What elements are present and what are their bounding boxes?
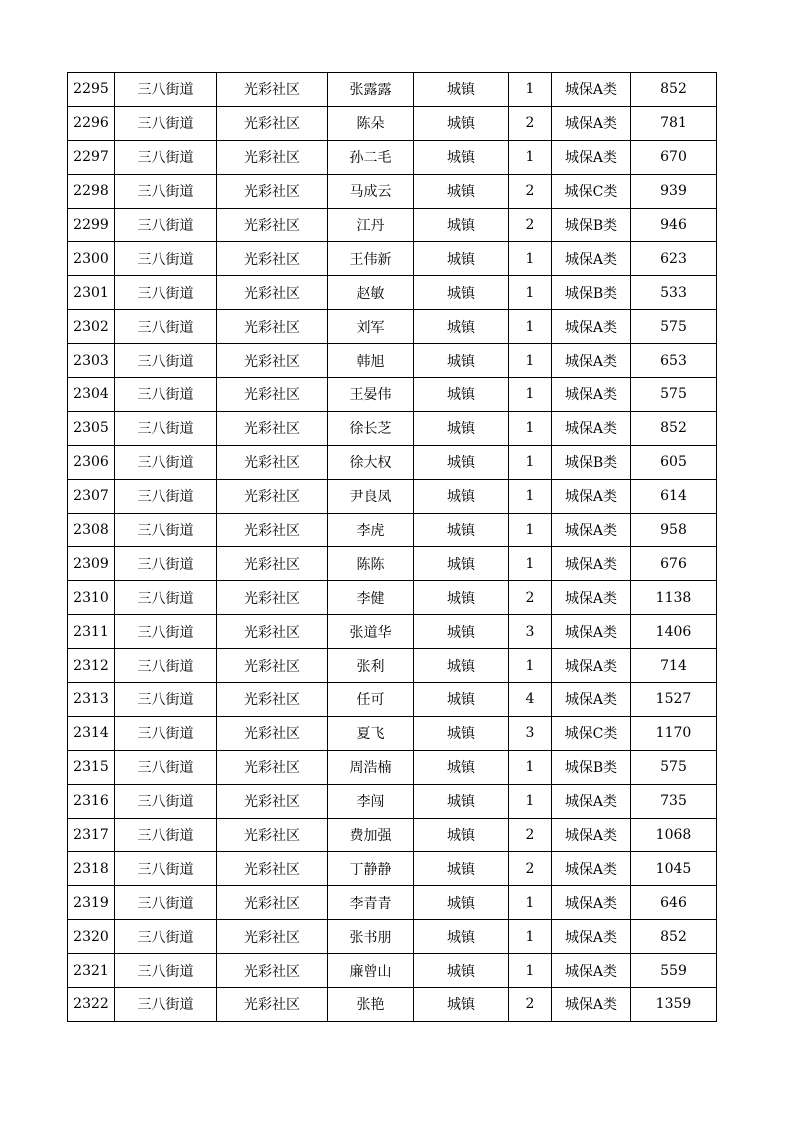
street-cell: 三八街道 — [115, 852, 217, 886]
table-row — [68, 479, 717, 513]
street-cell: 三八街道 — [115, 344, 217, 378]
residence-type-cell: 城镇 — [414, 988, 509, 1022]
table-row — [68, 716, 717, 750]
community-cell: 光彩社区 — [217, 954, 328, 988]
serial-number-cell: 2321 — [68, 954, 115, 988]
residence-type-cell: 城镇 — [414, 344, 509, 378]
table-row — [68, 920, 717, 954]
name-cell: 江丹 — [328, 208, 414, 242]
name-cell: 赵敏 — [328, 276, 414, 310]
household-size-cell: 1 — [509, 445, 552, 479]
table-row — [68, 988, 717, 1022]
serial-number-cell: 2310 — [68, 581, 115, 615]
street-cell: 三八街道 — [115, 886, 217, 920]
table-row — [68, 649, 717, 683]
community-cell: 光彩社区 — [217, 174, 328, 208]
residence-type-cell: 城镇 — [414, 920, 509, 954]
table-row — [68, 818, 717, 852]
residence-type-cell: 城镇 — [414, 547, 509, 581]
street-cell: 三八街道 — [115, 73, 217, 107]
street-cell: 三八街道 — [115, 581, 217, 615]
street-cell: 三八街道 — [115, 818, 217, 852]
amount-cell: 1527 — [631, 683, 717, 717]
name-cell: 夏飞 — [328, 716, 414, 750]
household-size-cell: 2 — [509, 988, 552, 1022]
household-size-cell: 1 — [509, 513, 552, 547]
residence-type-cell: 城镇 — [414, 106, 509, 140]
community-cell: 光彩社区 — [217, 750, 328, 784]
residence-type-cell: 城镇 — [414, 378, 509, 412]
serial-number-cell: 2315 — [68, 750, 115, 784]
category-cell: 城保B类 — [552, 445, 631, 479]
category-cell: 城保A类 — [552, 886, 631, 920]
category-cell: 城保C类 — [552, 174, 631, 208]
community-cell: 光彩社区 — [217, 411, 328, 445]
serial-number-cell: 2316 — [68, 784, 115, 818]
table-row — [68, 513, 717, 547]
category-cell: 城保B类 — [552, 750, 631, 784]
name-cell: 张道华 — [328, 615, 414, 649]
serial-number-cell: 2314 — [68, 716, 115, 750]
serial-number-cell: 2297 — [68, 140, 115, 174]
table-row — [68, 73, 717, 107]
table-row — [68, 750, 717, 784]
name-cell: 刘军 — [328, 310, 414, 344]
table-row — [68, 784, 717, 818]
amount-cell: 1068 — [631, 818, 717, 852]
table-row — [68, 106, 717, 140]
serial-number-cell: 2296 — [68, 106, 115, 140]
residence-type-cell: 城镇 — [414, 716, 509, 750]
community-cell: 光彩社区 — [217, 208, 328, 242]
category-cell: 城保A类 — [552, 784, 631, 818]
amount-cell: 646 — [631, 886, 717, 920]
amount-cell: 623 — [631, 242, 717, 276]
category-cell: 城保A类 — [552, 683, 631, 717]
table-row — [68, 445, 717, 479]
table-row — [68, 344, 717, 378]
amount-cell: 1045 — [631, 852, 717, 886]
amount-cell: 958 — [631, 513, 717, 547]
name-cell: 周浩楠 — [328, 750, 414, 784]
street-cell: 三八街道 — [115, 920, 217, 954]
category-cell: 城保A类 — [552, 140, 631, 174]
name-cell: 张书朋 — [328, 920, 414, 954]
community-cell: 光彩社区 — [217, 445, 328, 479]
street-cell: 三八街道 — [115, 784, 217, 818]
category-cell: 城保A类 — [552, 852, 631, 886]
category-cell: 城保A类 — [552, 547, 631, 581]
table-row — [68, 276, 717, 310]
amount-cell: 852 — [631, 920, 717, 954]
street-cell: 三八街道 — [115, 378, 217, 412]
residence-type-cell: 城镇 — [414, 310, 509, 344]
category-cell: 城保A类 — [552, 818, 631, 852]
household-size-cell: 1 — [509, 784, 552, 818]
street-cell: 三八街道 — [115, 615, 217, 649]
serial-number-cell: 2308 — [68, 513, 115, 547]
community-cell: 光彩社区 — [217, 649, 328, 683]
household-size-cell: 1 — [509, 378, 552, 412]
category-cell: 城保A类 — [552, 615, 631, 649]
community-cell: 光彩社区 — [217, 886, 328, 920]
household-size-cell: 1 — [509, 649, 552, 683]
table-row — [68, 683, 717, 717]
amount-cell: 852 — [631, 73, 717, 107]
community-cell: 光彩社区 — [217, 73, 328, 107]
community-cell: 光彩社区 — [217, 242, 328, 276]
serial-number-cell: 2307 — [68, 479, 115, 513]
name-cell: 韩旭 — [328, 344, 414, 378]
name-cell: 张露露 — [328, 73, 414, 107]
residence-type-cell: 城镇 — [414, 886, 509, 920]
name-cell: 廉曾山 — [328, 954, 414, 988]
table-row — [68, 886, 717, 920]
community-cell: 光彩社区 — [217, 581, 328, 615]
residence-type-cell: 城镇 — [414, 411, 509, 445]
household-size-cell: 1 — [509, 140, 552, 174]
table-row — [68, 581, 717, 615]
community-cell: 光彩社区 — [217, 378, 328, 412]
serial-number-cell: 2319 — [68, 886, 115, 920]
community-cell: 光彩社区 — [217, 140, 328, 174]
household-size-cell: 1 — [509, 920, 552, 954]
residence-type-cell: 城镇 — [414, 208, 509, 242]
street-cell: 三八街道 — [115, 411, 217, 445]
residence-type-cell: 城镇 — [414, 852, 509, 886]
table-row — [68, 242, 717, 276]
amount-cell: 1138 — [631, 581, 717, 615]
name-cell: 尹良凤 — [328, 479, 414, 513]
household-size-cell: 1 — [509, 73, 552, 107]
household-size-cell: 1 — [509, 886, 552, 920]
category-cell: 城保A类 — [552, 310, 631, 344]
community-cell: 光彩社区 — [217, 344, 328, 378]
residence-type-cell: 城镇 — [414, 242, 509, 276]
street-cell: 三八街道 — [115, 310, 217, 344]
serial-number-cell: 2303 — [68, 344, 115, 378]
household-size-cell: 1 — [509, 479, 552, 513]
name-cell: 陈朵 — [328, 106, 414, 140]
table-row — [68, 310, 717, 344]
category-cell: 城保A类 — [552, 106, 631, 140]
household-size-cell: 2 — [509, 818, 552, 852]
serial-number-cell: 2306 — [68, 445, 115, 479]
category-cell: 城保A类 — [552, 954, 631, 988]
category-cell: 城保A类 — [552, 344, 631, 378]
residence-type-cell: 城镇 — [414, 818, 509, 852]
community-cell: 光彩社区 — [217, 513, 328, 547]
household-size-cell: 1 — [509, 547, 552, 581]
category-cell: 城保A类 — [552, 378, 631, 412]
street-cell: 三八街道 — [115, 242, 217, 276]
table-row — [68, 174, 717, 208]
community-cell: 光彩社区 — [217, 479, 328, 513]
category-cell: 城保A类 — [552, 73, 631, 107]
street-cell: 三八街道 — [115, 547, 217, 581]
amount-cell: 781 — [631, 106, 717, 140]
serial-number-cell: 2305 — [68, 411, 115, 445]
table-row — [68, 615, 717, 649]
serial-number-cell: 2299 — [68, 208, 115, 242]
street-cell: 三八街道 — [115, 445, 217, 479]
household-size-cell: 1 — [509, 276, 552, 310]
residence-type-cell: 城镇 — [414, 649, 509, 683]
community-cell: 光彩社区 — [217, 988, 328, 1022]
table-row — [68, 411, 717, 445]
name-cell: 孙二毛 — [328, 140, 414, 174]
residence-type-cell: 城镇 — [414, 73, 509, 107]
name-cell: 张利 — [328, 649, 414, 683]
category-cell: 城保A类 — [552, 479, 631, 513]
street-cell: 三八街道 — [115, 140, 217, 174]
serial-number-cell: 2298 — [68, 174, 115, 208]
street-cell: 三八街道 — [115, 276, 217, 310]
amount-cell: 852 — [631, 411, 717, 445]
amount-cell: 533 — [631, 276, 717, 310]
household-size-cell: 4 — [509, 683, 552, 717]
residence-type-cell: 城镇 — [414, 581, 509, 615]
street-cell: 三八街道 — [115, 208, 217, 242]
household-size-cell: 1 — [509, 344, 552, 378]
category-cell: 城保A类 — [552, 411, 631, 445]
household-size-cell: 1 — [509, 750, 552, 784]
street-cell: 三八街道 — [115, 750, 217, 784]
residence-type-cell: 城镇 — [414, 750, 509, 784]
household-size-cell: 2 — [509, 106, 552, 140]
name-cell: 李青青 — [328, 886, 414, 920]
serial-number-cell: 2304 — [68, 378, 115, 412]
serial-number-cell: 2312 — [68, 649, 115, 683]
amount-cell: 946 — [631, 208, 717, 242]
residence-type-cell: 城镇 — [414, 174, 509, 208]
street-cell: 三八街道 — [115, 174, 217, 208]
street-cell: 三八街道 — [115, 954, 217, 988]
community-cell: 光彩社区 — [217, 716, 328, 750]
residence-type-cell: 城镇 — [414, 276, 509, 310]
community-cell: 光彩社区 — [217, 683, 328, 717]
community-cell: 光彩社区 — [217, 852, 328, 886]
street-cell: 三八街道 — [115, 683, 217, 717]
name-cell: 徐大权 — [328, 445, 414, 479]
street-cell: 三八街道 — [115, 649, 217, 683]
serial-number-cell: 2309 — [68, 547, 115, 581]
household-size-cell: 3 — [509, 716, 552, 750]
street-cell: 三八街道 — [115, 479, 217, 513]
name-cell: 陈陈 — [328, 547, 414, 581]
household-size-cell: 3 — [509, 615, 552, 649]
residence-type-cell: 城镇 — [414, 683, 509, 717]
street-cell: 三八街道 — [115, 106, 217, 140]
amount-cell: 575 — [631, 750, 717, 784]
name-cell: 马成云 — [328, 174, 414, 208]
residence-type-cell: 城镇 — [414, 479, 509, 513]
serial-number-cell: 2318 — [68, 852, 115, 886]
residence-type-cell: 城镇 — [414, 954, 509, 988]
serial-number-cell: 2320 — [68, 920, 115, 954]
name-cell: 李闯 — [328, 784, 414, 818]
category-cell: 城保B类 — [552, 208, 631, 242]
amount-cell: 559 — [631, 954, 717, 988]
amount-cell: 939 — [631, 174, 717, 208]
serial-number-cell: 2313 — [68, 683, 115, 717]
amount-cell: 676 — [631, 547, 717, 581]
amount-cell: 575 — [631, 310, 717, 344]
street-cell: 三八街道 — [115, 988, 217, 1022]
name-cell: 费加强 — [328, 818, 414, 852]
amount-cell: 1170 — [631, 716, 717, 750]
amount-cell: 614 — [631, 479, 717, 513]
name-cell: 任可 — [328, 683, 414, 717]
community-cell: 光彩社区 — [217, 818, 328, 852]
table-row — [68, 208, 717, 242]
beneficiary-table — [67, 72, 717, 1022]
name-cell: 张艳 — [328, 988, 414, 1022]
household-size-cell: 2 — [509, 852, 552, 886]
community-cell: 光彩社区 — [217, 310, 328, 344]
street-cell: 三八街道 — [115, 513, 217, 547]
amount-cell: 735 — [631, 784, 717, 818]
community-cell: 光彩社区 — [217, 547, 328, 581]
street-cell: 三八街道 — [115, 716, 217, 750]
category-cell: 城保B类 — [552, 276, 631, 310]
name-cell: 徐长芝 — [328, 411, 414, 445]
residence-type-cell: 城镇 — [414, 445, 509, 479]
category-cell: 城保A类 — [552, 649, 631, 683]
table-row — [68, 954, 717, 988]
amount-cell: 605 — [631, 445, 717, 479]
amount-cell: 1406 — [631, 615, 717, 649]
residence-type-cell: 城镇 — [414, 140, 509, 174]
household-size-cell: 2 — [509, 208, 552, 242]
name-cell: 丁静静 — [328, 852, 414, 886]
serial-number-cell: 2322 — [68, 988, 115, 1022]
residence-type-cell: 城镇 — [414, 784, 509, 818]
name-cell: 王伟新 — [328, 242, 414, 276]
category-cell: 城保A类 — [552, 242, 631, 276]
table-body — [68, 73, 717, 1022]
household-size-cell: 1 — [509, 954, 552, 988]
serial-number-cell: 2317 — [68, 818, 115, 852]
household-size-cell: 1 — [509, 411, 552, 445]
table-row — [68, 852, 717, 886]
household-size-cell: 1 — [509, 310, 552, 344]
category-cell: 城保A类 — [552, 920, 631, 954]
name-cell: 李健 — [328, 581, 414, 615]
household-size-cell: 1 — [509, 242, 552, 276]
community-cell: 光彩社区 — [217, 106, 328, 140]
amount-cell: 575 — [631, 378, 717, 412]
category-cell: 城保C类 — [552, 716, 631, 750]
serial-number-cell: 2300 — [68, 242, 115, 276]
community-cell: 光彩社区 — [217, 920, 328, 954]
community-cell: 光彩社区 — [217, 615, 328, 649]
amount-cell: 670 — [631, 140, 717, 174]
name-cell: 李虎 — [328, 513, 414, 547]
serial-number-cell: 2301 — [68, 276, 115, 310]
household-size-cell: 2 — [509, 581, 552, 615]
name-cell: 王晏伟 — [328, 378, 414, 412]
amount-cell: 653 — [631, 344, 717, 378]
table-row — [68, 547, 717, 581]
serial-number-cell: 2302 — [68, 310, 115, 344]
residence-type-cell: 城镇 — [414, 513, 509, 547]
community-cell: 光彩社区 — [217, 784, 328, 818]
category-cell: 城保A类 — [552, 513, 631, 547]
category-cell: 城保A类 — [552, 988, 631, 1022]
table-row — [68, 140, 717, 174]
category-cell: 城保A类 — [552, 581, 631, 615]
amount-cell: 1359 — [631, 988, 717, 1022]
serial-number-cell: 2311 — [68, 615, 115, 649]
community-cell: 光彩社区 — [217, 276, 328, 310]
table-row — [68, 378, 717, 412]
amount-cell: 714 — [631, 649, 717, 683]
serial-number-cell: 2295 — [68, 73, 115, 107]
residence-type-cell: 城镇 — [414, 615, 509, 649]
household-size-cell: 2 — [509, 174, 552, 208]
